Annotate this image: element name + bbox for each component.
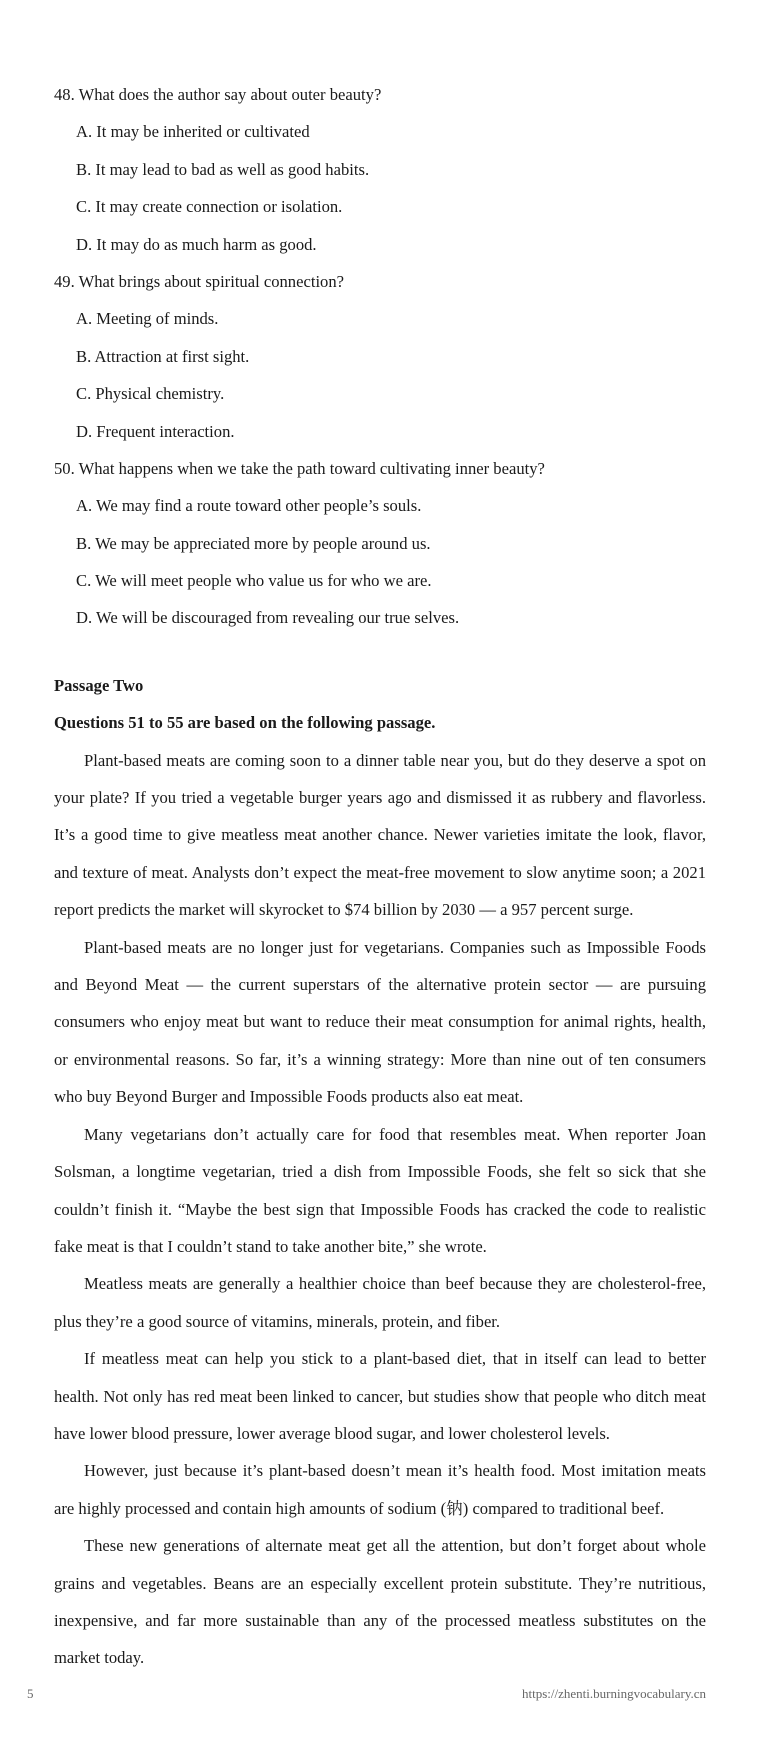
paragraph: Many vegetarians don’t actually care for food that resembles meat. When reporter Joan Solsman, a longtime vegetarian, tried a dish from Impossible Foods, she felt so sick that she couldn’t finish it. “Maybe the best sign that Impossible Foods has cracked the code to realistic fake meat is that I couldn’t stand to take another bite,” she wrote. xyxy=(54,1124,706,1256)
page-number: 5 xyxy=(27,1686,34,1701)
page-footer xyxy=(27,1686,706,1702)
passage-instruction: Questions 51 to 55 are based on the following passage. xyxy=(54,713,436,733)
option-b: B. We may be appreciated more by people around us. xyxy=(76,533,431,553)
option-a: A. We may find a route toward other people’s souls. xyxy=(76,496,422,516)
exam-page xyxy=(54,76,706,1677)
option-d: D. We will be discouraged from revealing our true selves. xyxy=(76,608,460,628)
source-url[interactable]: https://zhenti.burningvocabulary.cn xyxy=(522,1686,706,1701)
paragraph: Plant-based meats are no longer just for vegetarians. Companies such as Impossible Foods and Beyond Meat — the current superstars of the alternative protein sector — are pursuing consumers who enjoy meat but want to reduce their meat consumption for animal rights, health, or environmental reasons. So far, it’s a winning strategy: More than nine out of ten consumers who buy Beyond Burger and Impossible Foods products also eat meat. xyxy=(54,937,706,1107)
paragraph: These new generations of alternate meat get all the attention, but don’t forget about whole grains and vegetables. Beans are an especially excellent protein substitute. They’re nutritious, inexpensive, and far more sustainable than any of the processed meatless substitutes on the market today. xyxy=(54,1536,706,1668)
paragraph: Meatless meats are generally a healthier choice than beef because they are cholesterol-free, plus they’re a good source of vitamins, minerals, protein, and fiber. xyxy=(54,1274,706,1331)
question-stem: 50. What happens when we take the path toward cultivating inner beauty? xyxy=(54,458,545,478)
question-49 xyxy=(54,263,706,450)
passage-title: Passage Two xyxy=(54,675,144,695)
question-stem: 48. What does the author say about outer beauty? xyxy=(54,85,382,104)
option-c: C. Physical chemistry. xyxy=(76,384,225,404)
section-spacer xyxy=(54,637,706,667)
paragraph: However, just because it’s plant-based doesn’t mean it’s health food. Most imitation meats are highly processed and contain high amounts of sodium (钠) compared to traditional beef. xyxy=(54,1461,706,1518)
option-a: A. Meeting of minds. xyxy=(76,309,219,329)
passage-two xyxy=(54,667,706,1677)
question-48 xyxy=(54,76,706,263)
question-stem: 49. What brings about spiritual connection? xyxy=(54,271,345,291)
question-50 xyxy=(54,450,706,637)
paragraph: If meatless meat can help you stick to a plant-based diet, that in itself can lead to better health. Not only has red meat been linked to cancer, but studies show that people who ditch meat have lower blood pressure, lower average blood sugar, and lower cholesterol levels. xyxy=(54,1349,706,1443)
option-d: D. It may do as much harm as good. xyxy=(76,234,317,254)
option-c: C. We will meet people who value us for who we are. xyxy=(76,571,432,591)
option-b: B. It may lead to bad as well as good habits. xyxy=(76,159,370,179)
option-a: A. It may be inherited or cultivated xyxy=(76,122,310,142)
option-d: D. Frequent interaction. xyxy=(76,421,235,441)
option-c: C. It may create connection or isolation. xyxy=(76,197,343,217)
paragraph: Plant-based meats are coming soon to a dinner table near you, but do they deserve a spot on your plate? If you tried a vegetable burger years ago and dismissed it as rubbery and flavorless. It’s a good time to give meatless meat another chance. Newer varieties imitate the look, flavor, and texture of meat. Analysts don’t expect the meat-free movement to slow anytime soon; a 2021 report predicts the market will skyrocket to $74 billion by 2030 — a 957 percent surge. xyxy=(54,750,706,920)
option-b: B. Attraction at first sight. xyxy=(76,346,250,366)
